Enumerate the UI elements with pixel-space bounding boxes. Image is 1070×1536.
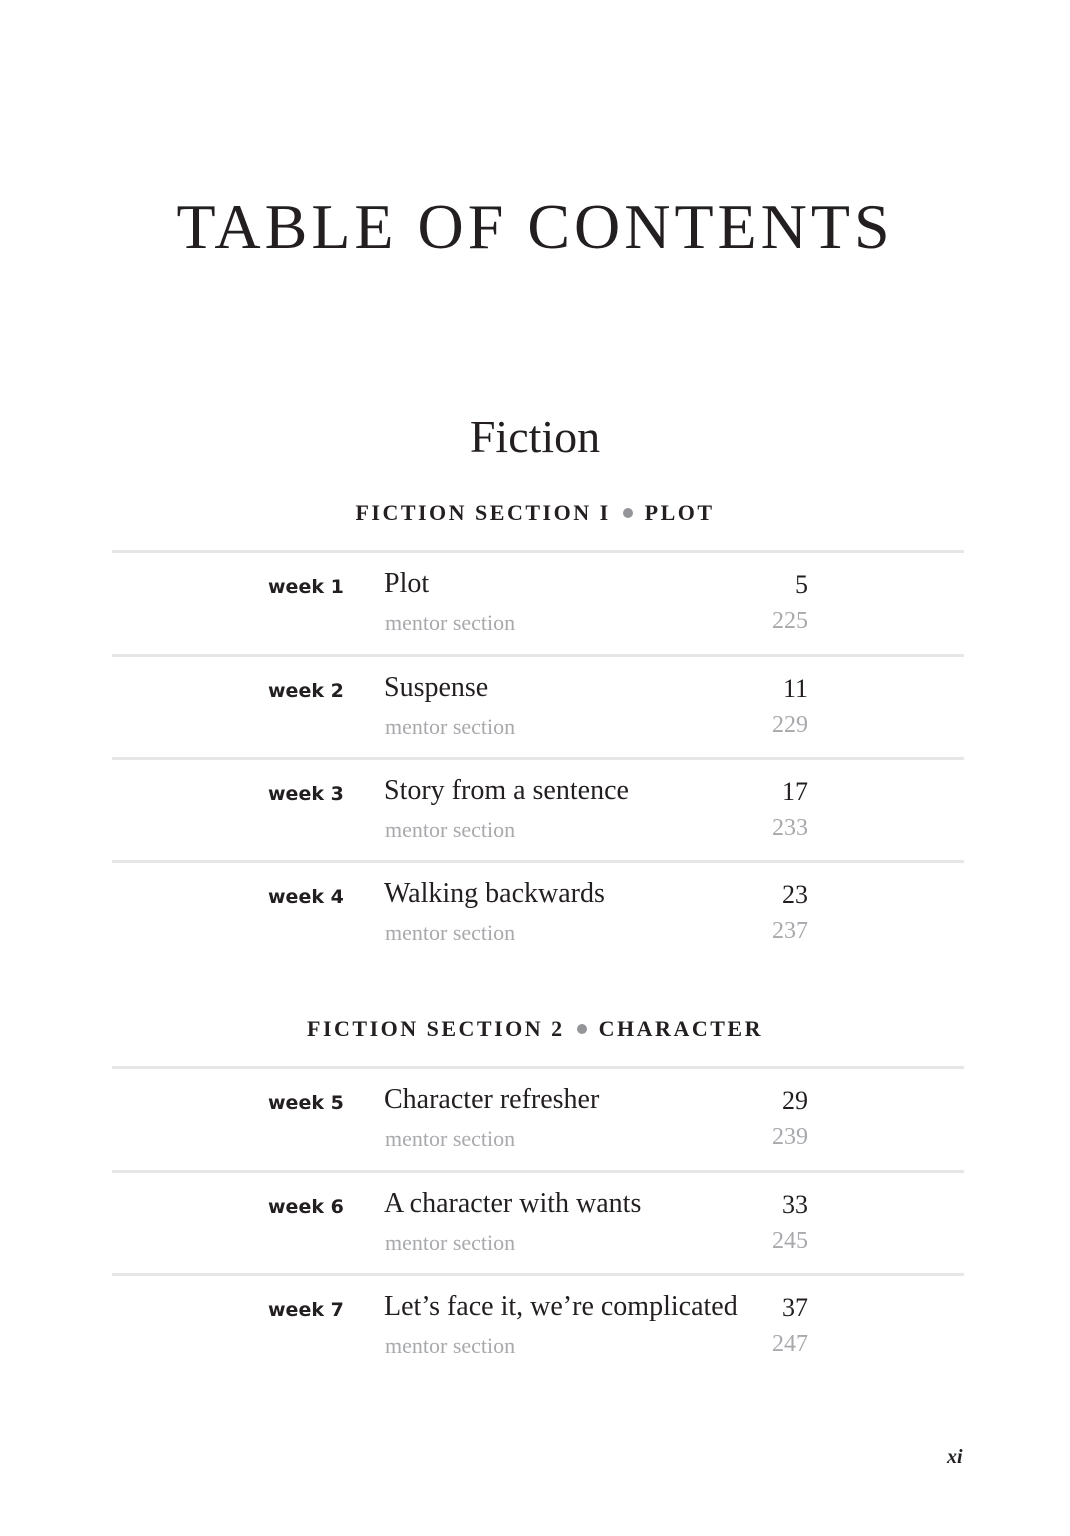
- page-number: xi: [947, 1446, 963, 1468]
- chapter-page: 17: [782, 777, 808, 806]
- week-label: week 3: [268, 783, 344, 805]
- part-title: Fiction: [469, 411, 601, 462]
- mentor-page: 245: [772, 1228, 808, 1254]
- week-label: week 1: [268, 576, 344, 598]
- chapter-title[interactable]: Character refresher: [384, 1084, 600, 1115]
- mentor-page: 239: [772, 1124, 808, 1150]
- section-label: FICTION SECTION 2: [307, 1016, 565, 1041]
- section-label: FICTION SECTION I: [355, 500, 611, 525]
- divider: [112, 550, 964, 553]
- page-title: TABLE OF CONTENTS: [176, 191, 894, 262]
- mentor-page: 229: [772, 712, 808, 738]
- week-label: week 7: [268, 1299, 344, 1321]
- chapter-page: 29: [782, 1086, 808, 1115]
- toc-entry-week-4[interactable]: [0, 872, 1070, 952]
- mentor-page: 237: [772, 918, 808, 944]
- week-label: week 5: [268, 1092, 344, 1114]
- divider: [112, 654, 964, 657]
- mentor-section-label[interactable]: mentor section: [385, 1333, 516, 1358]
- divider: [112, 860, 964, 863]
- mentor-section-label[interactable]: mentor section: [385, 1230, 516, 1255]
- chapter-title[interactable]: Walking backwards: [384, 878, 605, 909]
- mentor-section-label[interactable]: mentor section: [385, 920, 516, 945]
- bullet-icon: [577, 1024, 587, 1034]
- section-heading-character: [0, 1016, 1070, 1042]
- mentor-page: 225: [772, 608, 808, 634]
- mentor-section-label[interactable]: mentor section: [385, 610, 516, 635]
- divider: [112, 1066, 964, 1069]
- chapter-page: 11: [782, 674, 808, 703]
- week-label: week 6: [268, 1196, 344, 1218]
- chapter-page: 37: [782, 1293, 808, 1322]
- toc-entry-week-1[interactable]: [0, 562, 1070, 642]
- divider: [112, 1170, 964, 1173]
- chapter-title[interactable]: Let’s face it, we’re complicated: [384, 1291, 738, 1322]
- mentor-section-label[interactable]: mentor section: [385, 1126, 516, 1151]
- week-label: week 2: [268, 680, 344, 702]
- divider: [112, 1273, 964, 1276]
- chapter-title[interactable]: Story from a sentence: [384, 775, 629, 806]
- chapter-page: 5: [795, 570, 808, 599]
- chapter-page: 23: [782, 880, 808, 909]
- toc-entry-week-6[interactable]: [0, 1182, 1070, 1262]
- chapter-title[interactable]: Suspense: [384, 672, 489, 703]
- section-topic: CHARACTER: [598, 1016, 763, 1041]
- mentor-page: 247: [772, 1331, 808, 1357]
- toc-entry-week-7[interactable]: [0, 1285, 1070, 1365]
- bullet-icon: [623, 508, 633, 518]
- week-label: week 4: [268, 886, 344, 908]
- toc-entry-week-3[interactable]: [0, 769, 1070, 849]
- section-topic: PLOT: [644, 500, 715, 525]
- toc-entry-week-2[interactable]: [0, 666, 1070, 746]
- divider: [112, 757, 964, 760]
- mentor-page: 233: [772, 815, 808, 841]
- mentor-section-label[interactable]: mentor section: [385, 714, 516, 739]
- mentor-section-label[interactable]: mentor section: [385, 817, 516, 842]
- chapter-title[interactable]: A character with wants: [384, 1188, 642, 1219]
- toc-entry-week-5[interactable]: [0, 1078, 1070, 1158]
- chapter-title[interactable]: Plot: [384, 568, 430, 599]
- section-heading-plot: [0, 500, 1070, 526]
- chapter-page: 33: [782, 1190, 808, 1219]
